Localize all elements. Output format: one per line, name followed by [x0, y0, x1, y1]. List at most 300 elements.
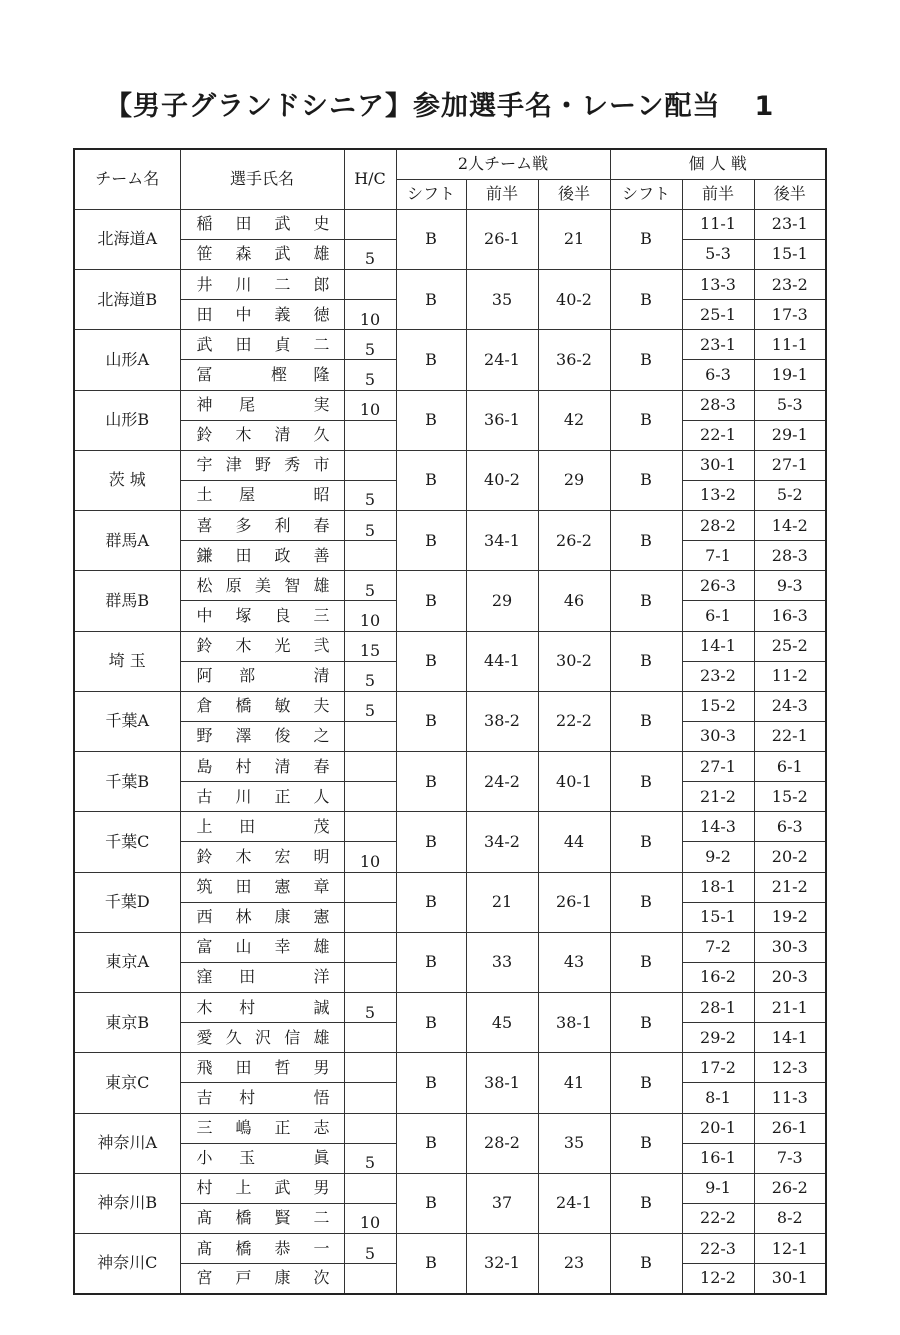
header-doubles-shift: シフト — [396, 179, 466, 209]
player-hc — [344, 962, 396, 992]
team-name: 群馬A — [74, 511, 180, 571]
singles-first-lane: 12-2 — [682, 1264, 754, 1294]
singles-first-lane: 28-2 — [682, 511, 754, 541]
player-hc: 5 — [344, 480, 396, 510]
player-name-text: 神 尾 実 — [196, 395, 330, 415]
doubles-shift: B — [396, 209, 466, 269]
doubles-shift: B — [396, 330, 466, 390]
player-hc — [344, 782, 396, 812]
player-hc: 5 — [344, 330, 396, 360]
doubles-first-lane: 34-2 — [466, 812, 538, 872]
header-doubles-second: 後半 — [538, 179, 610, 209]
player-name-text: 冨 樫 隆 — [196, 364, 330, 384]
player-name-text: 松 原 美 智 雄 — [196, 575, 330, 595]
team-name: 千葉C — [74, 812, 180, 872]
table-row — [74, 571, 826, 601]
page-number: 1 — [754, 91, 775, 122]
player-hc: 5 — [344, 661, 396, 691]
doubles-first-lane: 40-2 — [466, 450, 538, 510]
player-name — [180, 270, 344, 300]
player-hc: 5 — [344, 1143, 396, 1173]
player-name — [180, 1234, 344, 1264]
doubles-shift: B — [396, 450, 466, 510]
singles-shift: B — [610, 691, 682, 751]
player-name-text: 富 山 幸 雄 — [196, 937, 330, 957]
doubles-second-lane: 21 — [538, 209, 610, 269]
team-name: 千葉D — [74, 872, 180, 932]
singles-second-lane: 27-1 — [754, 450, 826, 480]
singles-first-lane: 9-2 — [682, 842, 754, 872]
player-hc — [344, 450, 396, 480]
table-row — [74, 450, 826, 480]
player-name — [180, 932, 344, 962]
table-row — [74, 270, 826, 300]
singles-first-lane: 30-3 — [682, 721, 754, 751]
table-row — [74, 390, 826, 420]
doubles-first-lane: 38-2 — [466, 691, 538, 751]
player-name — [180, 631, 344, 661]
header-hc: H/C — [344, 149, 396, 209]
singles-first-lane: 14-3 — [682, 812, 754, 842]
singles-second-lane: 23-2 — [754, 270, 826, 300]
table-row — [74, 752, 826, 782]
doubles-first-lane: 38-1 — [466, 1053, 538, 1113]
doubles-shift: B — [396, 812, 466, 872]
doubles-shift: B — [396, 691, 466, 751]
singles-first-lane: 13-3 — [682, 270, 754, 300]
player-hc: 5 — [344, 1234, 396, 1264]
table-row — [74, 993, 826, 1023]
player-name-text: 髙 橋 恭 一 — [196, 1238, 330, 1258]
player-hc — [344, 752, 396, 782]
singles-first-lane: 11-1 — [682, 209, 754, 239]
table-row — [74, 872, 826, 902]
player-hc — [344, 1053, 396, 1083]
singles-second-lane: 5-3 — [754, 390, 826, 420]
team-name: 茨 城 — [74, 450, 180, 510]
doubles-shift: B — [396, 872, 466, 932]
singles-second-lane: 12-3 — [754, 1053, 826, 1083]
singles-second-lane: 17-3 — [754, 300, 826, 330]
player-name — [180, 511, 344, 541]
player-name — [180, 752, 344, 782]
singles-second-lane: 26-1 — [754, 1113, 826, 1143]
player-name-text: 鎌 田 政 善 — [196, 545, 330, 565]
table-row — [74, 330, 826, 360]
player-name — [180, 661, 344, 691]
table-row — [74, 631, 826, 661]
player-name-text: 井 川 二 郎 — [196, 274, 330, 294]
singles-first-lane: 15-1 — [682, 902, 754, 932]
header-doubles-first: 前半 — [466, 179, 538, 209]
singles-shift: B — [610, 1234, 682, 1294]
doubles-shift: B — [396, 571, 466, 631]
player-hc — [344, 902, 396, 932]
singles-shift: B — [610, 752, 682, 812]
doubles-first-lane: 21 — [466, 872, 538, 932]
singles-second-lane: 21-1 — [754, 993, 826, 1023]
player-hc: 15 — [344, 631, 396, 661]
singles-first-lane: 27-1 — [682, 752, 754, 782]
singles-second-lane: 30-3 — [754, 932, 826, 962]
player-hc — [344, 1023, 396, 1053]
player-name-text: 三 嶋 正 志 — [196, 1118, 330, 1138]
player-name — [180, 480, 344, 510]
player-name — [180, 993, 344, 1023]
singles-first-lane: 29-2 — [682, 1023, 754, 1053]
player-name-text: 喜 多 利 春 — [196, 515, 330, 535]
player-name-text: 村 上 武 男 — [196, 1178, 330, 1198]
table-row — [74, 511, 826, 541]
singles-first-lane: 20-1 — [682, 1113, 754, 1143]
player-name-text: 武 田 貞 二 — [196, 334, 330, 354]
singles-shift: B — [610, 932, 682, 992]
player-name-text: 笹 森 武 雄 — [196, 244, 330, 264]
team-name: 東京C — [74, 1053, 180, 1113]
player-name — [180, 872, 344, 902]
player-hc — [344, 872, 396, 902]
singles-first-lane: 16-1 — [682, 1143, 754, 1173]
singles-second-lane: 23-1 — [754, 209, 826, 239]
singles-first-lane: 13-2 — [682, 480, 754, 510]
singles-shift: B — [610, 450, 682, 510]
player-hc: 10 — [344, 842, 396, 872]
singles-first-lane: 26-3 — [682, 571, 754, 601]
doubles-shift: B — [396, 1234, 466, 1294]
player-hc — [344, 541, 396, 571]
player-name — [180, 812, 344, 842]
header-doubles: 2人チーム戦 — [396, 149, 610, 179]
doubles-first-lane: 34-1 — [466, 511, 538, 571]
player-name — [180, 420, 344, 450]
singles-second-lane: 26-2 — [754, 1173, 826, 1203]
doubles-first-lane: 24-1 — [466, 330, 538, 390]
singles-shift: B — [610, 812, 682, 872]
singles-first-lane: 9-1 — [682, 1173, 754, 1203]
player-name-text: 木 村 誠 — [196, 997, 330, 1017]
player-name-text: 吉 村 悟 — [196, 1087, 330, 1107]
team-name: 北海道A — [74, 209, 180, 269]
singles-first-lane: 8-1 — [682, 1083, 754, 1113]
singles-first-lane: 6-3 — [682, 360, 754, 390]
title-text: 【男子グランドシニア】参加選手名・レーン配当 — [105, 91, 721, 122]
doubles-second-lane: 42 — [538, 390, 610, 450]
header-singles-second: 後半 — [754, 179, 826, 209]
doubles-shift: B — [396, 993, 466, 1053]
player-hc: 5 — [344, 239, 396, 269]
player-name-text: 上 田 茂 — [196, 816, 330, 836]
player-hc — [344, 1264, 396, 1294]
player-name-text: 宮 戸 康 次 — [196, 1268, 330, 1288]
player-name-text: 鈴 木 光 弐 — [196, 636, 330, 656]
player-hc: 10 — [344, 601, 396, 631]
singles-first-lane: 23-2 — [682, 661, 754, 691]
player-hc — [344, 1173, 396, 1203]
singles-second-lane: 14-2 — [754, 511, 826, 541]
doubles-second-lane: 44 — [538, 812, 610, 872]
singles-first-lane: 30-1 — [682, 450, 754, 480]
singles-second-lane: 19-1 — [754, 360, 826, 390]
doubles-second-lane: 36-2 — [538, 330, 610, 390]
team-name: 埼 玉 — [74, 631, 180, 691]
doubles-shift: B — [396, 631, 466, 691]
doubles-first-lane: 32-1 — [466, 1234, 538, 1294]
doubles-second-lane: 24-1 — [538, 1173, 610, 1233]
doubles-first-lane: 36-1 — [466, 390, 538, 450]
table-row — [74, 691, 826, 721]
table-row — [74, 209, 826, 239]
player-name — [180, 782, 344, 812]
player-name — [180, 300, 344, 330]
doubles-second-lane: 46 — [538, 571, 610, 631]
singles-shift: B — [610, 511, 682, 571]
player-name — [180, 721, 344, 751]
singles-second-lane: 14-1 — [754, 1023, 826, 1053]
table-row — [74, 1053, 826, 1083]
singles-second-lane: 20-3 — [754, 962, 826, 992]
singles-first-lane: 15-2 — [682, 691, 754, 721]
singles-second-lane: 19-2 — [754, 902, 826, 932]
doubles-first-lane: 33 — [466, 932, 538, 992]
doubles-second-lane: 26-1 — [538, 872, 610, 932]
singles-shift: B — [610, 209, 682, 269]
player-name-text: 倉 橋 敏 夫 — [196, 696, 330, 716]
doubles-first-lane: 35 — [466, 270, 538, 330]
singles-first-lane: 6-1 — [682, 601, 754, 631]
doubles-second-lane: 40-2 — [538, 270, 610, 330]
player-name — [180, 390, 344, 420]
player-hc: 10 — [344, 1203, 396, 1233]
singles-first-lane: 22-1 — [682, 420, 754, 450]
player-name-text: 中 塚 良 三 — [196, 605, 330, 625]
doubles-shift: B — [396, 390, 466, 450]
doubles-second-lane: 29 — [538, 450, 610, 510]
team-name: 千葉A — [74, 691, 180, 751]
doubles-first-lane: 29 — [466, 571, 538, 631]
singles-second-lane: 22-1 — [754, 721, 826, 751]
doubles-shift: B — [396, 1053, 466, 1113]
player-name-text: 髙 橋 賢 二 — [196, 1208, 330, 1228]
team-name: 神奈川C — [74, 1234, 180, 1294]
player-name-text: 鈴 木 清 久 — [196, 425, 330, 445]
team-name: 北海道B — [74, 270, 180, 330]
doubles-second-lane: 22-2 — [538, 691, 610, 751]
player-name-text: 窪 田 洋 — [196, 967, 330, 987]
player-name-text: 土 屋 昭 — [196, 485, 330, 505]
singles-first-lane: 22-2 — [682, 1203, 754, 1233]
player-name — [180, 601, 344, 631]
player-name — [180, 450, 344, 480]
player-name — [180, 209, 344, 239]
singles-first-lane: 18-1 — [682, 872, 754, 902]
player-name — [180, 1264, 344, 1294]
player-name-text: 古 川 正 人 — [196, 786, 330, 806]
player-name-text: 島 村 清 春 — [196, 756, 330, 776]
player-hc — [344, 1113, 396, 1143]
singles-second-lane: 29-1 — [754, 420, 826, 450]
singles-second-lane: 11-2 — [754, 661, 826, 691]
singles-first-lane: 23-1 — [682, 330, 754, 360]
player-hc — [344, 721, 396, 751]
table-row — [74, 1113, 826, 1143]
player-hc — [344, 209, 396, 239]
singles-second-lane: 11-1 — [754, 330, 826, 360]
doubles-second-lane: 35 — [538, 1113, 610, 1173]
doubles-second-lane: 40-1 — [538, 752, 610, 812]
player-name — [180, 691, 344, 721]
singles-shift: B — [610, 993, 682, 1053]
singles-second-lane: 28-3 — [754, 541, 826, 571]
player-hc: 5 — [344, 571, 396, 601]
singles-first-lane: 22-3 — [682, 1234, 754, 1264]
doubles-shift: B — [396, 270, 466, 330]
singles-first-lane: 28-3 — [682, 390, 754, 420]
doubles-first-lane: 37 — [466, 1173, 538, 1233]
header-team: チーム名 — [74, 149, 180, 209]
team-name: 千葉B — [74, 752, 180, 812]
player-name — [180, 1143, 344, 1173]
team-name: 山形B — [74, 390, 180, 450]
doubles-shift: B — [396, 1173, 466, 1233]
singles-first-lane: 7-1 — [682, 541, 754, 571]
doubles-shift: B — [396, 932, 466, 992]
player-hc: 5 — [344, 691, 396, 721]
singles-second-lane: 8-2 — [754, 1203, 826, 1233]
roster-table — [73, 148, 827, 1295]
singles-shift: B — [610, 390, 682, 450]
doubles-second-lane: 26-2 — [538, 511, 610, 571]
player-name — [180, 239, 344, 269]
player-hc: 10 — [344, 300, 396, 330]
singles-shift: B — [610, 1173, 682, 1233]
singles-shift: B — [610, 571, 682, 631]
doubles-shift: B — [396, 511, 466, 571]
player-name-text: 阿 部 清 — [196, 666, 330, 686]
doubles-first-lane: 45 — [466, 993, 538, 1053]
singles-shift: B — [610, 631, 682, 691]
header-singles-shift: シフト — [610, 179, 682, 209]
player-hc — [344, 932, 396, 962]
doubles-second-lane: 23 — [538, 1234, 610, 1294]
singles-first-lane: 14-1 — [682, 631, 754, 661]
singles-second-lane: 15-1 — [754, 239, 826, 269]
singles-shift: B — [610, 872, 682, 932]
player-name-text: 飛 田 哲 男 — [196, 1057, 330, 1077]
player-hc — [344, 270, 396, 300]
singles-shift: B — [610, 1053, 682, 1113]
player-name — [180, 1113, 344, 1143]
player-name — [180, 360, 344, 390]
singles-first-lane: 16-2 — [682, 962, 754, 992]
singles-second-lane: 11-3 — [754, 1083, 826, 1113]
player-name — [180, 902, 344, 932]
singles-first-lane: 25-1 — [682, 300, 754, 330]
singles-first-lane: 7-2 — [682, 932, 754, 962]
player-name — [180, 1053, 344, 1083]
page-title — [105, 84, 805, 124]
player-name-text: 鈴 木 宏 明 — [196, 846, 330, 866]
player-name — [180, 962, 344, 992]
player-name-text: 愛 久 沢 信 雄 — [196, 1027, 330, 1047]
player-hc — [344, 1083, 396, 1113]
doubles-first-lane: 44-1 — [466, 631, 538, 691]
team-name: 東京B — [74, 993, 180, 1053]
player-name-text: 田 中 義 徳 — [196, 304, 330, 324]
singles-second-lane: 25-2 — [754, 631, 826, 661]
singles-shift: B — [610, 330, 682, 390]
singles-first-lane: 17-2 — [682, 1053, 754, 1083]
singles-first-lane: 5-3 — [682, 239, 754, 269]
table-row — [74, 1234, 826, 1264]
singles-second-lane: 15-2 — [754, 782, 826, 812]
doubles-second-lane: 41 — [538, 1053, 610, 1113]
header-singles: 個 人 戦 — [610, 149, 826, 179]
doubles-first-lane: 26-1 — [466, 209, 538, 269]
singles-second-lane: 20-2 — [754, 842, 826, 872]
player-hc: 5 — [344, 993, 396, 1023]
player-name — [180, 1023, 344, 1053]
doubles-second-lane: 43 — [538, 932, 610, 992]
player-name — [180, 1173, 344, 1203]
singles-second-lane: 7-3 — [754, 1143, 826, 1173]
team-name: 山形A — [74, 330, 180, 390]
player-name-text: 西 林 康 憲 — [196, 907, 330, 927]
doubles-shift: B — [396, 1113, 466, 1173]
player-name-text: 稲 田 武 史 — [196, 214, 330, 234]
header-player: 選手氏名 — [180, 149, 344, 209]
player-hc — [344, 812, 396, 842]
player-hc — [344, 420, 396, 450]
player-name-text: 野 澤 俊 之 — [196, 726, 330, 746]
singles-second-lane: 5-2 — [754, 480, 826, 510]
team-name: 東京A — [74, 932, 180, 992]
player-name — [180, 1203, 344, 1233]
singles-second-lane: 6-3 — [754, 812, 826, 842]
doubles-shift: B — [396, 752, 466, 812]
team-name: 神奈川A — [74, 1113, 180, 1173]
player-name — [180, 330, 344, 360]
singles-second-lane: 6-1 — [754, 752, 826, 782]
team-name: 神奈川B — [74, 1173, 180, 1233]
singles-second-lane: 12-1 — [754, 1234, 826, 1264]
singles-second-lane: 24-3 — [754, 691, 826, 721]
player-name-text: 小 玉 眞 — [196, 1148, 330, 1168]
player-name — [180, 541, 344, 571]
doubles-first-lane: 28-2 — [466, 1113, 538, 1173]
singles-first-lane: 28-1 — [682, 993, 754, 1023]
singles-first-lane: 21-2 — [682, 782, 754, 812]
doubles-second-lane: 30-2 — [538, 631, 610, 691]
player-hc: 5 — [344, 360, 396, 390]
player-hc: 5 — [344, 511, 396, 541]
player-name — [180, 842, 344, 872]
singles-second-lane: 21-2 — [754, 872, 826, 902]
singles-second-lane: 30-1 — [754, 1264, 826, 1294]
singles-shift: B — [610, 270, 682, 330]
doubles-second-lane: 38-1 — [538, 993, 610, 1053]
header-singles-first: 前半 — [682, 179, 754, 209]
player-name — [180, 571, 344, 601]
doubles-first-lane: 24-2 — [466, 752, 538, 812]
table-row — [74, 812, 826, 842]
team-name: 群馬B — [74, 571, 180, 631]
table-row — [74, 1173, 826, 1203]
table-row — [74, 932, 826, 962]
player-hc: 10 — [344, 390, 396, 420]
singles-shift: B — [610, 1113, 682, 1173]
singles-second-lane: 16-3 — [754, 601, 826, 631]
player-name-text: 筑 田 憲 章 — [196, 877, 330, 897]
